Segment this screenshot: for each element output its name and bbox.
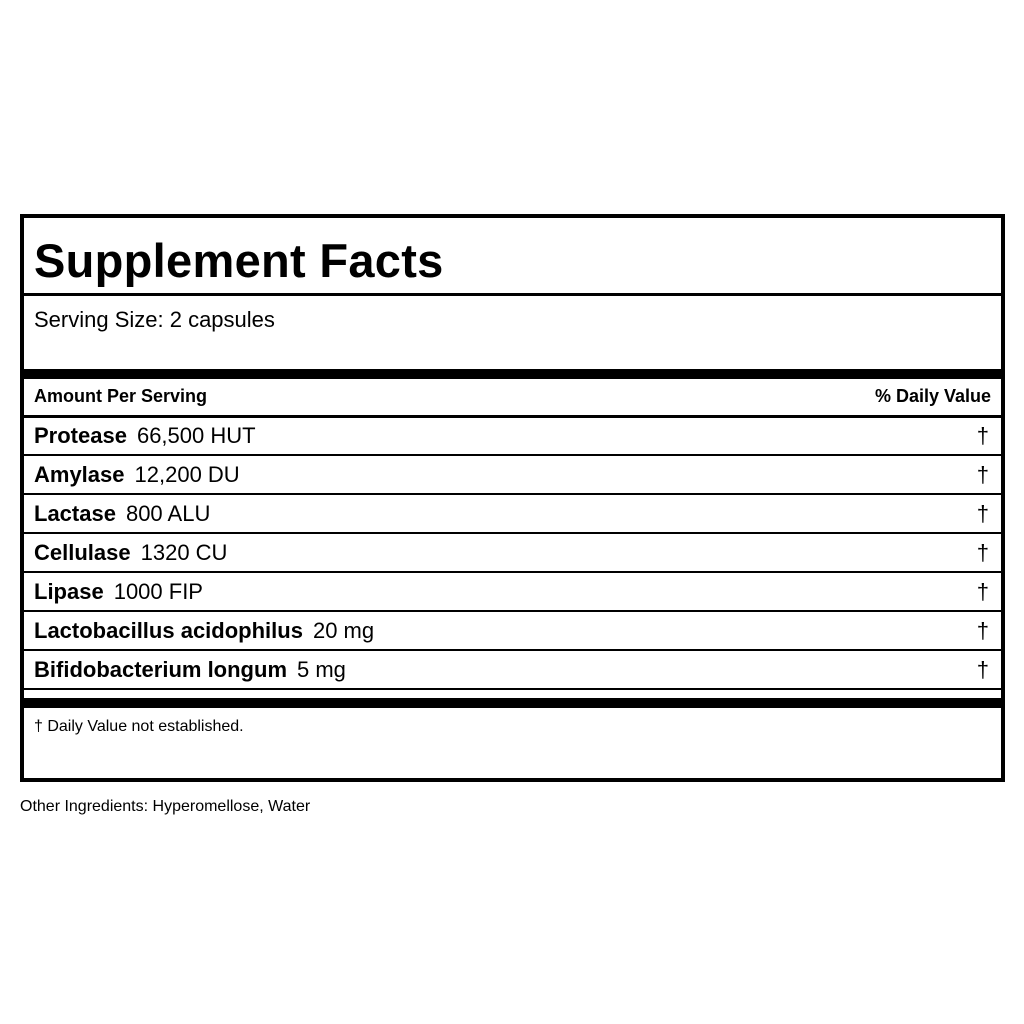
ingredient-daily-value: †	[976, 579, 989, 604]
amount-per-serving-header: Amount Per Serving	[34, 386, 208, 406]
bottom-thick-divider	[24, 698, 1001, 708]
ingredient-daily-value: †	[976, 618, 989, 643]
daily-value-header: % Daily Value	[874, 386, 991, 406]
ingredient-row	[24, 495, 1001, 534]
ingredient-amount: 1000 FIP	[113, 579, 203, 604]
ingredient-entry	[34, 501, 210, 527]
ingredient-name: Bifidobacterium longum	[34, 657, 287, 682]
ingredient-name: Lipase	[34, 579, 104, 604]
ingredient-entry	[34, 462, 240, 488]
ingredient-daily-value: †	[976, 423, 989, 448]
ingredient-name: Protease	[34, 423, 127, 448]
ingredient-row	[24, 651, 1001, 690]
column-header-row	[24, 379, 1001, 418]
label-title: Supplement Facts	[34, 234, 444, 287]
ingredient-rows	[24, 417, 1001, 690]
other-ingredients: Other Ingredients: Hyperomellose, Water	[20, 798, 311, 815]
ingredient-amount: 20 mg	[312, 618, 375, 643]
ingredient-entry	[34, 579, 203, 605]
ingredient-daily-value: †	[976, 657, 989, 682]
ingredient-entry	[34, 657, 346, 683]
ingredient-name: Lactobacillus acidophilus	[34, 618, 303, 643]
ingredient-row	[24, 534, 1001, 573]
ingredient-amount: 66,500 HUT	[136, 423, 256, 448]
ingredient-row	[24, 456, 1001, 495]
ingredient-daily-value: †	[976, 462, 989, 487]
supplement-facts-panel	[20, 214, 1005, 782]
ingredient-amount: 800 ALU	[125, 501, 211, 526]
ingredient-row	[24, 417, 1001, 456]
top-thick-divider	[24, 369, 1001, 379]
serving-size-row	[24, 296, 1001, 369]
ingredient-daily-value: †	[976, 501, 989, 526]
ingredient-amount: 5 mg	[297, 657, 346, 682]
title-row	[24, 218, 1001, 296]
ingredient-entry	[34, 423, 256, 449]
ingredient-entry	[34, 540, 227, 566]
ingredient-row	[24, 573, 1001, 612]
ingredient-amount: 12,200 DU	[134, 462, 240, 487]
ingredient-name: Lactase	[34, 501, 116, 526]
ingredient-daily-value: †	[976, 540, 989, 565]
serving-size: Serving Size: 2 capsules	[34, 307, 275, 332]
ingredient-entry	[34, 618, 374, 644]
ingredient-name: Amylase	[34, 462, 125, 487]
ingredient-name: Cellulase	[34, 540, 131, 565]
ingredient-amount: 1320 CU	[140, 540, 228, 565]
ingredient-row	[24, 612, 1001, 651]
daily-value-footnote: † Daily Value not established.	[34, 718, 244, 735]
